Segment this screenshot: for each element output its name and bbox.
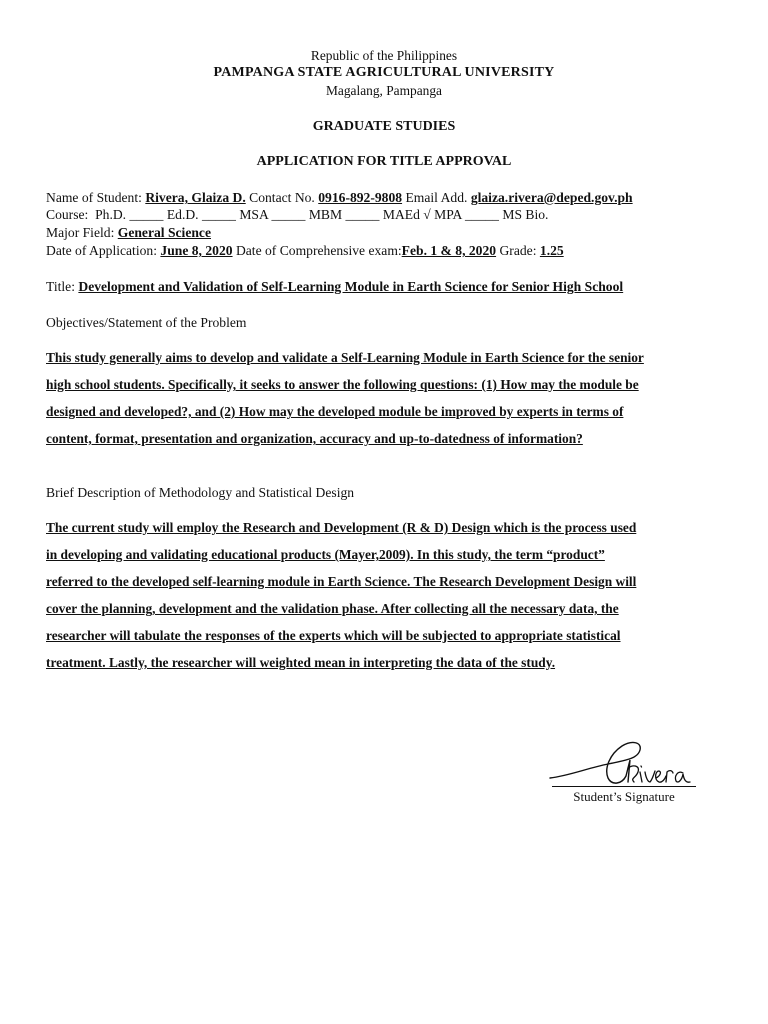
republic-line: Republic of the Philippines <box>310 48 458 63</box>
course-label: Course: <box>46 207 89 222</box>
form-title: APPLICATION FOR TITLE APPROVAL <box>256 154 512 169</box>
email-label: Email Add. <box>405 190 468 205</box>
student-name: Rivera, Glaiza D. <box>145 190 246 205</box>
contact-number: 0916-892-9808 <box>318 190 403 205</box>
major-label: Major Field: <box>46 225 115 240</box>
methodology-line: in developing and validating educational products (Mayer,2009). In this study, the term “product” <box>46 547 605 562</box>
methodology-line: treatment. Lastly, the researcher will weighted mean in interpreting the data of the study. <box>46 655 556 670</box>
title-label: Title: <box>46 279 75 294</box>
dates-line <box>46 243 564 259</box>
application-date: June 8, 2020 <box>160 243 233 258</box>
exam-date-label: Date of Comprehensive exam: <box>235 243 402 258</box>
research-title: Development and Validation of Self-Learning Module in Earth Science for Senior High School <box>78 279 624 294</box>
name-label: Name of Student: <box>46 190 142 205</box>
title-line <box>46 279 623 295</box>
methodology-heading: Brief Description of Methodology and Statistical Design <box>46 485 355 500</box>
objectives-line: content, format, presentation and organization, accuracy and up-to-datedness of information? <box>46 431 583 446</box>
division-heading: GRADUATE STUDIES <box>312 119 456 134</box>
course-options: Ph.D. _____ Ed.D. _____ MSA _____ MBM _____ MAEd √ MPA _____ MS Bio. <box>95 207 549 222</box>
grade-value: 1.25 <box>539 243 564 258</box>
objectives-heading: Objectives/Statement of the Problem <box>46 315 247 330</box>
email-address: glaiza.rivera@deped.gov.ph <box>470 190 633 205</box>
major-value: General Science <box>117 225 211 240</box>
methodology-line: The current study will employ the Research and Development (R & D) Design which is the process used <box>46 520 637 535</box>
objectives-line: high school students. Specifically, it seeks to answer the following questions: (1) How may the module be <box>46 377 639 392</box>
signature-label: Student’s Signature <box>573 789 675 804</box>
signature-line <box>552 786 696 787</box>
major-line <box>46 225 211 241</box>
university-location: Magalang, Pampanga <box>325 83 443 98</box>
course-line <box>46 207 548 223</box>
grade-label: Grade: <box>499 243 537 258</box>
contact-label: Contact No. <box>249 190 315 205</box>
methodology-line: referred to the developed self-learning module in Earth Science. The Research Development Design will <box>46 574 637 589</box>
objectives-line: This study generally aims to develop and validate a Self-Learning Module in Earth Science for the senior <box>46 350 644 365</box>
objectives-line: designed and developed?, and (2) How may the developed module be improved by experts in terms of <box>46 404 624 419</box>
student-info-line <box>46 190 633 206</box>
application-date-label: Date of Application: <box>46 243 157 258</box>
university-name: PAMPANGA STATE AGRICULTURAL UNIVERSITY <box>213 65 555 80</box>
exam-date: Feb. 1 & 8, 2020 <box>401 243 497 258</box>
methodology-line: researcher will tabulate the responses of the experts which will be subjected to appropriate statistical <box>46 628 621 643</box>
methodology-line: cover the planning, development and the validation phase. After collecting all the necessary data, the <box>46 601 619 616</box>
